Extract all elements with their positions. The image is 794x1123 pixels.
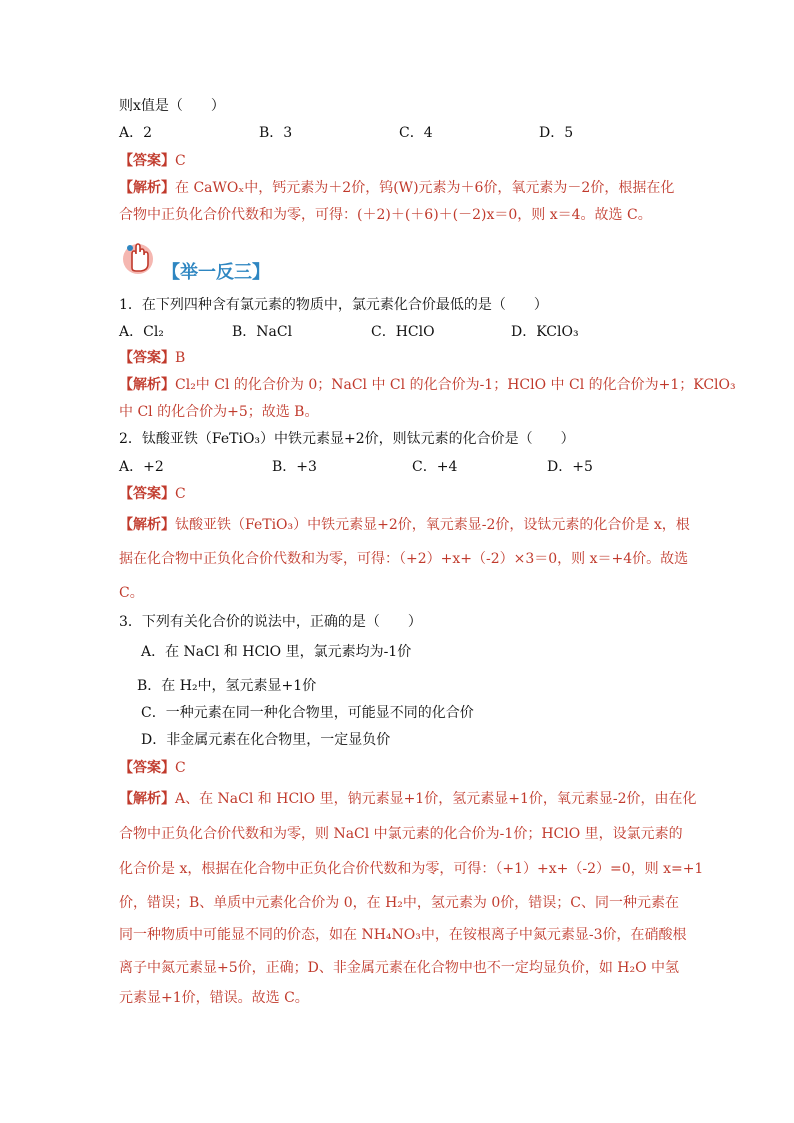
answer-value: B [175, 350, 186, 366]
answer-value: C [175, 486, 186, 502]
q1-option-c: C．HClO [371, 324, 435, 340]
analysis-label: 【解析】 [119, 791, 175, 807]
hand-icon [121, 238, 159, 276]
section-title: 【举一反三】 [162, 262, 270, 283]
q1-answer [119, 348, 185, 368]
q2-answer [119, 484, 186, 504]
q1-option-d: D．KClO₃ [511, 324, 579, 340]
q3-analysis-line-7: 元素显+1价，错误。故选 C。 [119, 990, 309, 1006]
q1-analysis-line-1: 【解析】Cl₂中 Cl 的化合价为 0；NaCl 中 Cl 的化合价为-1；HClO 中 Cl 的化合价为+1；KClO₃ [119, 377, 736, 393]
answer-label: 【答案】 [119, 486, 175, 502]
q3-stem: 3．下列有关化合价的说法中，正确的是（ ） [119, 614, 422, 630]
q3-option-d: D．非金属元素在化合物里，一定显负价 [141, 732, 391, 748]
q3-answer [119, 758, 186, 778]
q0-answer [119, 151, 186, 171]
q2-analysis-line-1: 【解析】钛酸亚铁（FeTiO₃）中铁元素显+2价，氧元素显-2价，设钛元素的化合价是 x，根 [119, 517, 690, 533]
q0-analysis-line-2: 合物中正负化合价代数和为零，可得：(＋2)＋(＋6)＋(－2)x＝0，则 x＝4。故选 C。 [119, 207, 652, 223]
q1-analysis-line-2: 中 Cl 的化合价为+5；故选 B。 [119, 404, 319, 420]
answer-value: C [175, 760, 186, 776]
q3-analysis-line-4: 价，错误；B、单质中元素化合价为 0，在 H₂中，氢元素为 0价，错误；C、同一种元素在 [119, 895, 679, 911]
answer-label: 【答案】 [119, 760, 175, 776]
q2-analysis-line-3: C。 [119, 585, 144, 601]
analysis-label: 【解析】 [119, 517, 175, 533]
analysis-label: 【解析】 [119, 377, 175, 393]
q2-analysis-line-2: 据在化合物中正负化合价代数和为零，可得：（+2）+x+（-2）×3＝0，则 x＝+4价。故选 [119, 551, 689, 567]
q2-stem: 2．钛酸亚铁（FeTiO₃）中铁元素显+2价，则钛元素的化合价是（ ） [119, 431, 575, 447]
q3-option-a: A．在 NaCl 和 HClO 里，氯元素均为-1价 [141, 644, 412, 660]
answer-value: C [175, 153, 186, 169]
q0-option-c: C．4 [399, 125, 433, 141]
q0-analysis-line-1: 【解析】在 CaWOₓ中，钙元素为＋2价，钨(W)元素为＋6价，氧元素为－2价，根据在化 [119, 180, 675, 196]
analysis-label: 【解析】 [119, 180, 175, 196]
q1-option-a: A．Cl₂ [119, 324, 164, 340]
q2-option-c: C．+4 [412, 459, 458, 475]
q0-stem: 则x值是（ ） [119, 98, 225, 114]
q3-option-c: C．一种元素在同一种化合物里，可能显不同的化合价 [141, 705, 474, 721]
q3-analysis-line-3: 化合价是 x，根据在化合物中正负化合价代数和为零，可得：（+1）+x+（-2）=0，则 x=+1 [119, 861, 704, 877]
q3-analysis-line-1: 【解析】A、在 NaCl 和 HClO 里，钠元素显+1价，氢元素显+1价，氧元素显-2价，由在化 [119, 791, 697, 807]
q3-analysis-line-2: 合物中正负化合价代数和为零，则 NaCl 中氯元素的化合价为-1价；HClO 里，设氯元素的 [119, 826, 683, 842]
q2-option-a: A．+2 [119, 459, 164, 475]
q2-option-d: D．+5 [547, 459, 593, 475]
q3-analysis-line-6: 离子中氮元素显+5价，正确；D、非金属元素在化合物中也不一定均显负价，如 H₂O 中氢 [119, 960, 680, 976]
q3-analysis-line-5: 同一种物质中可能显不同的价态，如在 NH₄NO₃中，在铵根离子中氮元素显-3价，在硝酸根 [119, 927, 687, 943]
answer-label: 【答案】 [119, 153, 175, 169]
q0-option-b: B．3 [259, 125, 293, 141]
q3-option-b: B．在 H₂中，氢元素显+1价 [137, 678, 317, 694]
q1-option-b: B．NaCl [232, 324, 293, 340]
q0-option-a: A．2 [119, 125, 153, 141]
answer-label: 【答案】 [119, 350, 175, 366]
q2-option-b: B．+3 [272, 459, 317, 475]
q0-option-d: D．5 [539, 125, 574, 141]
q1-stem: 1．在下列四种含有氯元素的物质中，氯元素化合价最低的是（ ） [119, 297, 548, 313]
